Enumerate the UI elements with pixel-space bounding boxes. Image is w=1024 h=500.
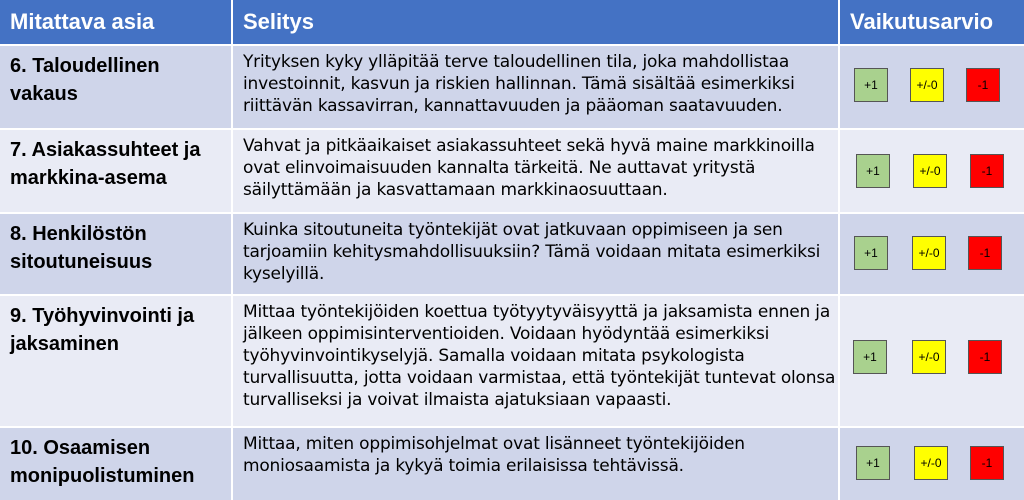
row-description: Mittaa, miten oppimisohjelmat ovat lisänneet työntekijöiden moniosaamista ja kykyä toimia erilaisissa tehtävissä. [233,428,838,500]
row-score-cell [840,214,1024,294]
score-minus-one-button[interactable]: -1 [968,236,1002,270]
row-score-cell [840,130,1024,212]
score-plus-one-button[interactable]: +1 [856,154,890,188]
row-topic: 6. Taloudellinen vakaus [0,46,231,128]
row-description: Vahvat ja pitkäaikaiset asiakassuhteet sekä hyvä maine markkinoilla ovat elinvoimaisuuden kannalta tärkeitä. Ne auttavat yritystä säilyttämään ja kasvattamaan markkinaosuuttaan. [233,130,838,212]
header-explanation: Selitys [233,0,838,44]
score-minus-one-button[interactable]: -1 [970,446,1004,480]
score-plus-one-button[interactable]: +1 [854,68,888,102]
score-neutral-button[interactable]: +/-0 [914,446,948,480]
score-neutral-button[interactable]: +/-0 [912,340,946,374]
score-plus-one-button[interactable]: +1 [856,446,890,480]
row-score-cell [840,428,1024,500]
row-description: Kuinka sitoutuneita työntekijät ovat jatkuvaan oppimiseen ja sen tarjoamiin kehitysmahdollisuuksiin? Tämä voidaan mitata esimerkiksi kyselyillä. [233,214,838,294]
row-score-cell [840,46,1024,128]
row-score-cell [840,296,1024,426]
row-topic: 9. Työhyvinvointi ja jaksaminen [0,296,231,426]
row-topic: 10. Osaamisen monipuolistuminen [0,428,231,500]
score-neutral-button[interactable]: +/-0 [913,154,947,188]
score-plus-one-button[interactable]: +1 [854,236,888,270]
header-measured-item: Mitattava asia [0,0,231,44]
score-minus-one-button[interactable]: -1 [966,68,1000,102]
score-minus-one-button[interactable]: -1 [968,340,1002,374]
row-description: Yrityksen kyky ylläpitää terve taloudellinen tila, joka mahdollistaa investoinnit, kasvun ja riskien hallinnan. Tämä sisältää esimerkiksi riittävän kassavirran, kannattavuuden ja pääoman saatavuuden. [233,46,838,128]
score-neutral-button[interactable]: +/-0 [910,68,944,102]
score-neutral-button[interactable]: +/-0 [912,236,946,270]
score-plus-one-button[interactable]: +1 [853,340,887,374]
row-description: Mittaa työntekijöiden koettua työtyytyväisyyttä ja jaksamista ennen ja jälkeen oppimisinterventioiden. Voidaan hyödyntää esimerkiksi työhyvinvointikyselyjä. Samalla voidaan mitata psykologista turvallisuutta, jotta voidaan varmistaa, että työntekijät tuntevat olonsa turvalliseksi ja voivat ilmaista ajatuksiaan vapaasti. [233,296,838,426]
score-minus-one-button[interactable]: -1 [970,154,1004,188]
row-topic: 7. Asiakassuhteet ja markkina-asema [0,130,231,212]
header-impact-estimate: Vaikutusarvio [840,0,1024,44]
row-topic: 8. Henkilöstön sitoutuneisuus [0,214,231,294]
